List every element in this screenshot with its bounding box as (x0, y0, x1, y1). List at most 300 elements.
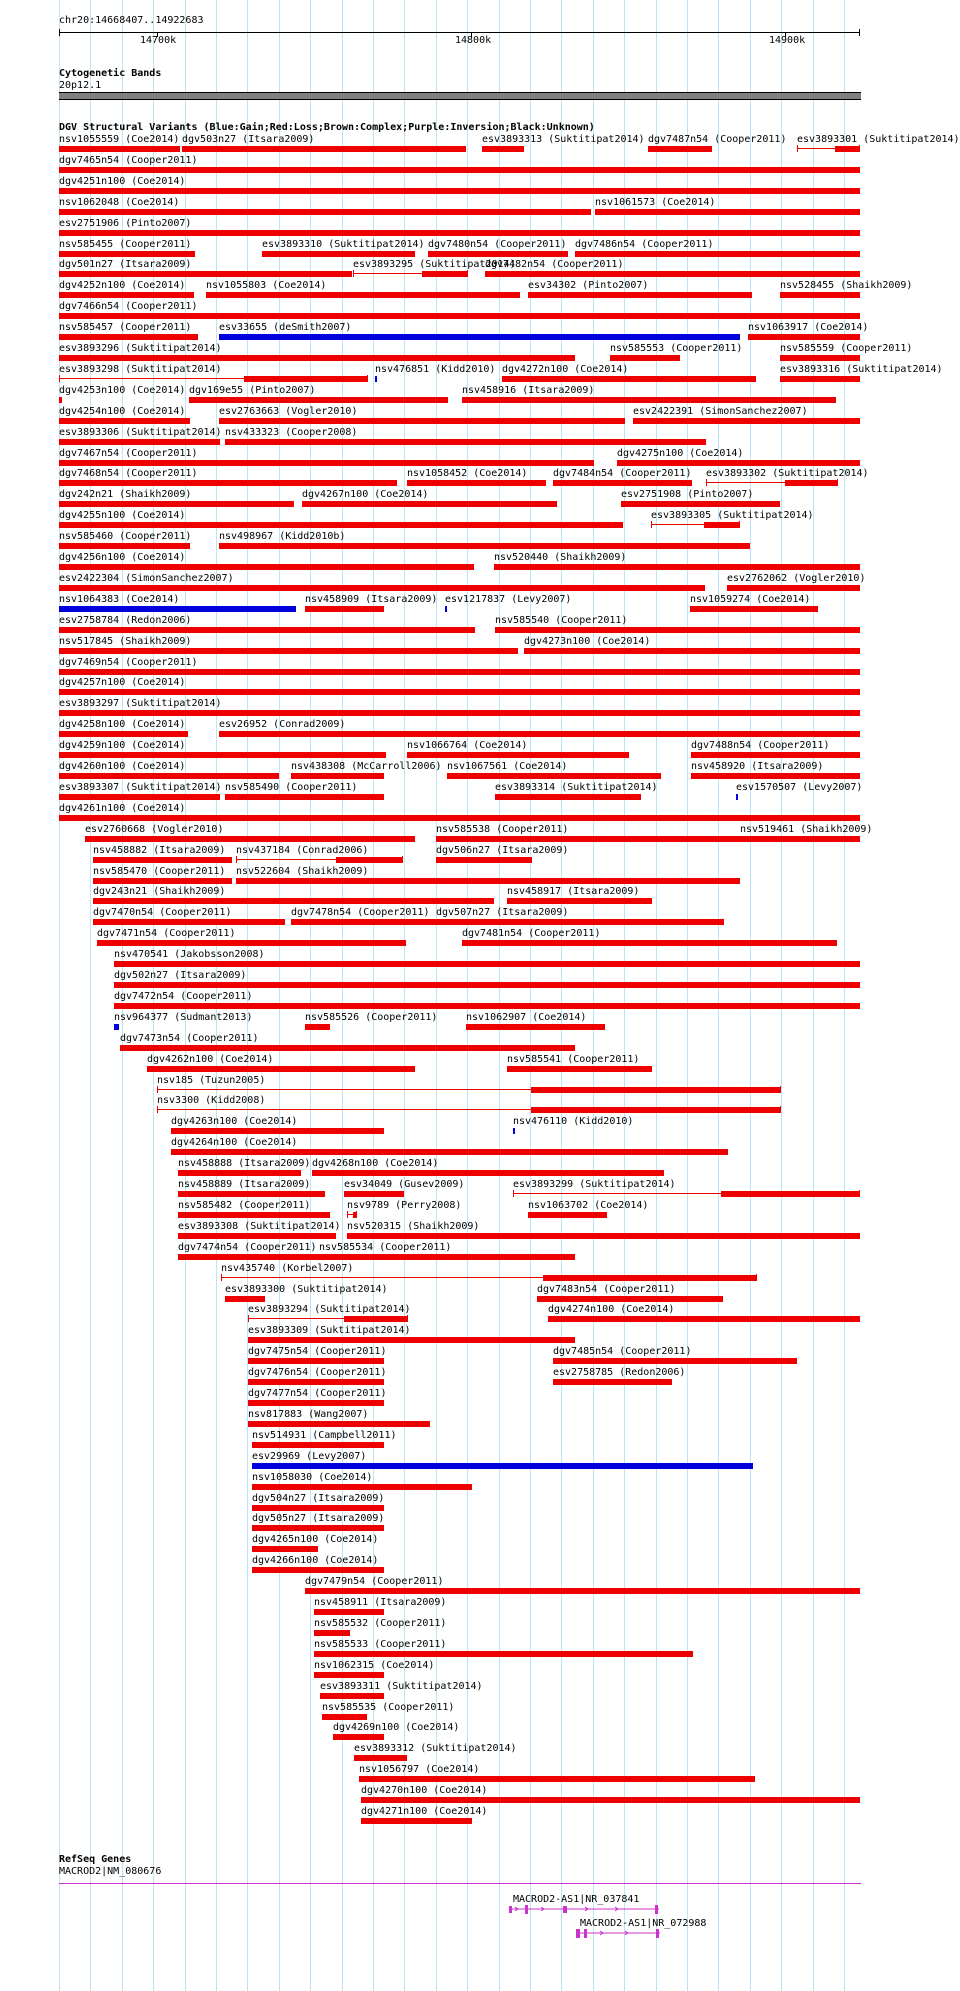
variant-bar[interactable] (59, 313, 860, 319)
variant-label[interactable]: dgv7479n54 (Cooper2011) (305, 1576, 444, 1587)
variant-label[interactable]: dgv7469n54 (Cooper2011) (59, 657, 198, 668)
variant-label[interactable]: nsv514931 (Campbell2011) (252, 1430, 397, 1441)
variant-label[interactable]: esv2758784 (Redon2006) (59, 615, 192, 626)
variant-bar[interactable] (248, 1337, 575, 1343)
variant-bar[interactable] (305, 1588, 860, 1594)
variant-bar[interactable] (59, 355, 575, 361)
variant-bar[interactable] (206, 292, 520, 298)
variant-label[interactable]: dgv7473n54 (Cooper2011) (120, 1033, 259, 1044)
variant-bar[interactable] (248, 1358, 384, 1364)
variant-bar[interactable] (354, 1755, 407, 1761)
variant-bar[interactable] (359, 1776, 755, 1782)
variant-label[interactable]: dgv7476n54 (Cooper2011) (248, 1367, 387, 1378)
variant-label[interactable]: nsv585553 (Cooper2011) (610, 343, 743, 354)
variant-bar[interactable] (59, 627, 475, 633)
variant-bar[interactable] (252, 1484, 472, 1490)
variant-bar[interactable] (262, 251, 415, 257)
variant-bar[interactable] (248, 1379, 384, 1385)
variant-bar[interactable] (59, 794, 220, 800)
variant-label[interactable]: dgv4258n100 (Coe2014) (59, 719, 186, 730)
variant-label[interactable]: nsv1055803 (Coe2014) (206, 280, 327, 291)
variant-bar[interactable] (236, 878, 740, 884)
variant-label[interactable]: nsv585457 (Cooper2011) (59, 322, 192, 333)
variant-bar[interactable] (114, 961, 860, 967)
variant-bar[interactable] (462, 940, 837, 946)
variant-label[interactable]: dgv7466n54 (Cooper2011) (59, 301, 198, 312)
gene-label-macrod2[interactable]: MACROD2|NM_080676 (59, 1866, 162, 1877)
variant-label[interactable]: nsv817883 (Wang2007) (248, 1409, 369, 1420)
variant-bar[interactable] (59, 710, 860, 716)
variant-bar[interactable] (314, 1609, 384, 1615)
variant-bar[interactable] (428, 251, 568, 257)
variant-label[interactable]: nsv458911 (Itsara2009) (314, 1597, 447, 1608)
variant-label[interactable]: nsv3300 (Kidd2008) (157, 1095, 266, 1106)
variant-bar[interactable] (59, 752, 386, 758)
variant-bar[interactable] (114, 1024, 119, 1030)
variant-label[interactable]: esv1217837 (Levy2007) (445, 594, 572, 605)
variant-bar[interactable] (291, 773, 384, 779)
variant-label[interactable]: dgv506n27 (Itsara2009) (436, 845, 569, 856)
variant-bar[interactable] (252, 1505, 384, 1511)
variant-label[interactable]: nsv458917 (Itsara2009) (507, 886, 640, 897)
variant-label[interactable]: dgv4263n100 (Coe2014) (171, 1116, 298, 1127)
variant-bar[interactable] (244, 376, 368, 382)
variant-label[interactable]: nsv585533 (Cooper2011) (314, 1639, 447, 1650)
variant-bar[interactable] (575, 251, 860, 257)
variant-label[interactable]: nsv498967 (Kidd2010b) (219, 531, 346, 542)
variant-label[interactable]: dgv4261n100 (Coe2014) (59, 803, 186, 814)
variant-label[interactable]: nsv517845 (Shaikh2009) (59, 636, 192, 647)
variant-label[interactable]: nsv585541 (Cooper2011) (507, 1054, 640, 1065)
variant-label[interactable]: nsv585455 (Cooper2011) (59, 239, 192, 250)
variant-bar[interactable] (785, 480, 838, 486)
variant-bar[interactable] (59, 585, 705, 591)
variant-label[interactable]: esv3893308 (Suktitipat2014) (178, 1221, 341, 1232)
variant-bar[interactable] (219, 731, 860, 737)
variant-label[interactable]: dgv4262n100 (Coe2014) (147, 1054, 274, 1065)
variant-label[interactable]: dgv7480n54 (Cooper2011) (428, 239, 567, 250)
variant-label[interactable]: nsv1059274 (Coe2014) (690, 594, 811, 605)
variant-label[interactable]: nsv585482 (Cooper2011) (178, 1200, 311, 1211)
variant-bar[interactable] (59, 606, 296, 612)
variant-bar[interactable] (553, 1358, 797, 1364)
variant-label[interactable]: dgv7482n54 (Cooper2011) (485, 259, 624, 270)
variant-bar[interactable] (114, 982, 860, 988)
variant-bar[interactable] (347, 1233, 860, 1239)
variant-bar[interactable] (93, 898, 494, 904)
variant-bar[interactable] (495, 794, 641, 800)
variant-label[interactable]: esv3893316 (Suktitipat2014) (780, 364, 943, 375)
variant-bar[interactable] (59, 501, 294, 507)
variant-bar[interactable] (182, 146, 466, 152)
variant-label[interactable]: dgv7470n54 (Cooper2011) (93, 907, 232, 918)
variant-bar[interactable] (59, 209, 591, 215)
variant-bar[interactable] (305, 1024, 330, 1030)
variant-bar[interactable] (252, 1567, 384, 1573)
gene-label-nr037841[interactable]: MACROD2-AS1|NR_037841 (513, 1894, 640, 1905)
variant-label[interactable]: nsv519461 (Shaikh2009) (740, 824, 873, 835)
variant-label[interactable]: dgv7483n54 (Cooper2011) (537, 1284, 676, 1295)
variant-label[interactable]: esv2758785 (Redon2006) (553, 1367, 686, 1378)
variant-label[interactable]: dgv7467n54 (Cooper2011) (59, 448, 198, 459)
variant-bar[interactable] (482, 146, 524, 152)
variant-label[interactable]: esv3893311 (Suktitipat2014) (320, 1681, 483, 1692)
variant-bar[interactable] (553, 1379, 672, 1385)
variant-bar[interactable] (361, 1818, 472, 1824)
variant-bar[interactable] (59, 731, 188, 737)
variant-label[interactable]: dgv7484n54 (Cooper2011) (553, 468, 692, 479)
variant-bar[interactable] (59, 418, 190, 424)
variant-bar[interactable] (691, 773, 860, 779)
variant-label[interactable]: esv3893305 (Suktitipat2014) (651, 510, 814, 521)
gene-macrod2[interactable] (59, 1883, 861, 1884)
variant-label[interactable]: nsv1061573 (Coe2014) (595, 197, 716, 208)
variant-label[interactable]: esv3893300 (Suktitipat2014) (225, 1284, 388, 1295)
variant-label[interactable]: nsv585534 (Cooper2011) (319, 1242, 452, 1253)
variant-label[interactable]: esv3893302 (Suktitipat2014) (706, 468, 869, 479)
variant-bar[interactable] (93, 919, 285, 925)
variant-bar[interactable] (59, 543, 190, 549)
variant-label[interactable]: esv3893295 (Suktitipat2014) (353, 259, 516, 270)
variant-label[interactable]: dgv4271n100 (Coe2014) (361, 1806, 488, 1817)
variant-bar[interactable] (780, 292, 860, 298)
variant-bar[interactable] (528, 1212, 607, 1218)
variant-label[interactable]: nsv1062907 (Coe2014) (466, 1012, 587, 1023)
variant-label[interactable]: dgv7487n54 (Cooper2011) (648, 134, 787, 145)
variant-label[interactable]: nsv1064383 (Coe2014) (59, 594, 180, 605)
variant-bar[interactable] (85, 836, 415, 842)
variant-label[interactable]: dgv4252n100 (Coe2014) (59, 280, 186, 291)
variant-label[interactable]: esv3893298 (Suktitipat2014) (59, 364, 222, 375)
variant-label[interactable]: nsv458920 (Itsara2009) (691, 761, 824, 772)
variant-bar[interactable] (312, 1170, 664, 1176)
variant-bar[interactable] (178, 1170, 301, 1176)
variant-bar[interactable] (59, 648, 518, 654)
variant-bar[interactable] (59, 271, 352, 277)
variant-bar[interactable] (252, 1525, 384, 1531)
variant-bar[interactable] (524, 648, 860, 654)
variant-label[interactable]: dgv7472n54 (Cooper2011) (114, 991, 253, 1002)
variant-bar[interactable] (436, 919, 724, 925)
variant-bar[interactable] (59, 292, 194, 298)
variant-bar[interactable] (727, 585, 860, 591)
variant-label[interactable]: dgv4274n100 (Coe2014) (548, 1304, 675, 1315)
variant-bar[interactable] (189, 397, 448, 403)
variant-bar[interactable] (291, 919, 437, 925)
variant-label[interactable]: dgv4255n100 (Coe2014) (59, 510, 186, 521)
variant-label[interactable]: dgv504n27 (Itsara2009) (252, 1493, 385, 1504)
variant-label[interactable]: nsv185 (Tuzun2005) (157, 1075, 266, 1086)
variant-label[interactable]: nsv1062048 (Coe2014) (59, 197, 180, 208)
variant-bar[interactable] (780, 355, 860, 361)
variant-label[interactable]: nsv458916 (Itsara2009) (462, 385, 595, 396)
variant-label[interactable]: dgv7468n54 (Cooper2011) (59, 468, 198, 479)
variant-bar[interactable] (462, 397, 836, 403)
variant-label[interactable]: esv3893310 (Suktitipat2014) (262, 239, 425, 250)
variant-bar[interactable] (219, 543, 750, 549)
gene-nr072988[interactable] (570, 1926, 670, 1940)
variant-label[interactable]: dgv4254n100 (Coe2014) (59, 406, 186, 417)
variant-bar[interactable] (690, 606, 818, 612)
variant-bar[interactable] (531, 1087, 781, 1093)
variant-bar[interactable] (610, 355, 680, 361)
variant-label[interactable]: nsv1058452 (Coe2014) (407, 468, 528, 479)
variant-bar[interactable] (59, 251, 195, 257)
variant-bar[interactable] (252, 1442, 384, 1448)
variant-bar[interactable] (407, 480, 546, 486)
variant-bar[interactable] (93, 878, 232, 884)
variant-label[interactable]: nsv433323 (Cooper2008) (225, 427, 358, 438)
variant-bar[interactable] (219, 418, 625, 424)
variant-label[interactable]: esv3893313 (Suktitipat2014) (482, 134, 645, 145)
variant-label[interactable]: dgv4260n100 (Coe2014) (59, 761, 186, 772)
variant-bar[interactable] (445, 606, 447, 612)
variant-bar[interactable] (59, 230, 860, 236)
variant-label[interactable]: esv3893307 (Suktitipat2014) (59, 782, 222, 793)
variant-bar[interactable] (322, 1714, 367, 1720)
variant-bar[interactable] (691, 752, 860, 758)
variant-label[interactable]: nsv585470 (Cooper2011) (93, 866, 226, 877)
variant-bar[interactable] (466, 1024, 605, 1030)
variant-bar[interactable] (319, 1254, 360, 1260)
variant-bar[interactable] (553, 480, 692, 486)
variant-bar[interactable] (485, 271, 860, 277)
variant-label[interactable]: dgv4268n100 (Coe2014) (312, 1158, 439, 1169)
variant-label[interactable]: nsv585526 (Cooper2011) (305, 1012, 438, 1023)
variant-label[interactable]: nsv528455 (Shaikh2009) (780, 280, 913, 291)
variant-bar[interactable] (59, 815, 860, 821)
variant-label[interactable]: nsv1058030 (Coe2014) (252, 1472, 373, 1483)
variant-label[interactable]: dgv4275n100 (Coe2014) (617, 448, 744, 459)
variant-bar[interactable] (178, 1212, 330, 1218)
variant-bar[interactable] (225, 439, 706, 445)
variant-label[interactable]: esv29969 (Levy2007) (252, 1451, 367, 1462)
variant-bar[interactable] (780, 376, 860, 382)
variant-label[interactable]: esv1570507 (Levy2007) (736, 782, 863, 793)
variant-bar[interactable] (59, 480, 397, 486)
variant-label[interactable]: dgv502n27 (Itsara2009) (114, 970, 247, 981)
variant-label[interactable]: dgv7478n54 (Cooper2011) (291, 907, 430, 918)
gene-label-nr072988[interactable]: MACROD2-AS1|NR_072988 (580, 1918, 707, 1929)
variant-bar[interactable] (361, 1797, 860, 1803)
variant-bar[interactable] (740, 836, 860, 842)
variant-bar[interactable] (59, 188, 860, 194)
variant-bar[interactable] (543, 1275, 757, 1281)
variant-label[interactable]: esv2751906 (Pinto2007) (59, 218, 192, 229)
variant-label[interactable]: dgv505n27 (Itsara2009) (252, 1513, 385, 1524)
variant-label[interactable]: nsv1055559 (Coe2014) (59, 134, 180, 145)
variant-label[interactable]: nsv1063917 (Coe2014) (748, 322, 869, 333)
variant-label[interactable]: esv33655 (deSmith2007) (219, 322, 352, 333)
variant-label[interactable]: nsv1067561 (Coe2014) (447, 761, 568, 772)
variant-bar[interactable] (248, 1421, 430, 1427)
variant-label[interactable]: esv3893314 (Suktitipat2014) (495, 782, 658, 793)
variant-label[interactable]: dgv7486n54 (Cooper2011) (575, 239, 714, 250)
variant-bar[interactable] (436, 857, 532, 863)
variant-bar[interactable] (507, 898, 652, 904)
variant-label[interactable]: nsv476851 (Kidd2010) (375, 364, 496, 375)
variant-bar[interactable] (59, 669, 860, 675)
variant-bar[interactable] (178, 1233, 336, 1239)
variant-label[interactable]: nsv458888 (Itsara2009) (178, 1158, 311, 1169)
variant-label[interactable]: nsv520440 (Shaikh2009) (494, 552, 627, 563)
variant-label[interactable]: nsv585532 (Cooper2011) (314, 1618, 447, 1629)
cytoband-ideogram[interactable] (59, 92, 861, 100)
variant-bar[interactable] (178, 1254, 575, 1260)
variant-bar[interactable] (59, 773, 279, 779)
variant-bar[interactable] (97, 940, 406, 946)
variant-label[interactable]: nsv585460 (Cooper2011) (59, 531, 192, 542)
variant-bar[interactable] (147, 1066, 415, 1072)
variant-bar[interactable] (548, 1316, 860, 1322)
variant-label[interactable]: dgv242n21 (Shaikh2009) (59, 489, 192, 500)
variant-bar[interactable] (648, 146, 712, 152)
variant-label[interactable]: nsv520315 (Shaikh2009) (347, 1221, 480, 1232)
variant-label[interactable]: nsv437184 (Conrad2006) (236, 845, 369, 856)
variant-label[interactable]: nsv9789 (Perry2008) (347, 1200, 462, 1211)
variant-bar[interactable] (633, 418, 860, 424)
variant-label[interactable]: dgv4266n100 (Coe2014) (252, 1555, 379, 1566)
variant-bar[interactable] (225, 794, 384, 800)
variant-bar[interactable] (375, 376, 377, 382)
variant-bar[interactable] (494, 564, 860, 570)
variant-label[interactable]: nsv1062315 (Coe2014) (314, 1660, 435, 1671)
variant-bar[interactable] (748, 334, 860, 340)
variant-bar[interactable] (513, 1128, 515, 1134)
variant-label[interactable]: dgv7471n54 (Cooper2011) (97, 928, 236, 939)
variant-bar[interactable] (59, 146, 180, 152)
variant-label[interactable]: dgv4270n100 (Coe2014) (361, 1785, 488, 1796)
variant-label[interactable]: esv3893294 (Suktitipat2014) (248, 1304, 411, 1315)
variant-bar[interactable] (353, 1212, 357, 1218)
variant-bar[interactable] (507, 1066, 652, 1072)
variant-label[interactable]: dgv4273n100 (Coe2014) (524, 636, 651, 647)
variant-bar[interactable] (59, 439, 220, 445)
variant-label[interactable]: dgv7465n54 (Cooper2011) (59, 155, 198, 166)
variant-label[interactable]: nsv458909 (Itsara2009) (305, 594, 438, 605)
variant-label[interactable]: nsv458882 (Itsara2009) (93, 845, 226, 856)
variant-bar[interactable] (252, 1463, 753, 1469)
variant-bar[interactable] (314, 1651, 693, 1657)
variant-label[interactable]: esv2751908 (Pinto2007) (621, 489, 754, 500)
variant-bar[interactable] (537, 1296, 723, 1302)
variant-label[interactable]: nsv438308 (McCarroll2006) (291, 761, 442, 772)
variant-label[interactable]: esv2763663 (Vogler2010) (219, 406, 358, 417)
variant-label[interactable]: nsv1066764 (Coe2014) (407, 740, 528, 751)
variant-label[interactable]: dgv7488n54 (Cooper2011) (691, 740, 830, 751)
variant-label[interactable]: esv2422391 (SimonSanchez2007) (633, 406, 808, 417)
variant-bar[interactable] (531, 1107, 781, 1113)
variant-bar[interactable] (502, 376, 756, 382)
variant-label[interactable]: esv2422304 (SimonSanchez2007) (59, 573, 234, 584)
variant-label[interactable]: nsv458889 (Itsara2009) (178, 1179, 311, 1190)
variant-bar[interactable] (59, 522, 623, 528)
variant-label[interactable]: nsv476110 (Kidd2010) (513, 1116, 634, 1127)
variant-label[interactable]: nsv585538 (Cooper2011) (436, 824, 569, 835)
variant-label[interactable]: nsv470541 (Jakobsson2008) (114, 949, 265, 960)
variant-label[interactable]: esv3893299 (Suktitipat2014) (513, 1179, 676, 1190)
variant-label[interactable]: dgv4264n100 (Coe2014) (171, 1137, 298, 1148)
variant-bar[interactable] (314, 1630, 350, 1636)
variant-bar[interactable] (736, 794, 738, 800)
variant-label[interactable]: esv3893296 (Suktitipat2014) (59, 343, 222, 354)
variant-bar[interactable] (178, 1191, 325, 1197)
variant-bar[interactable] (59, 689, 860, 695)
variant-bar[interactable] (320, 1693, 384, 1699)
variant-label[interactable]: esv2760668 (Vogler2010) (85, 824, 224, 835)
variant-label[interactable]: esv3893301 (Suktitipat2014) (797, 134, 960, 145)
variant-bar[interactable] (495, 627, 860, 633)
variant-bar[interactable] (336, 857, 403, 863)
variant-bar[interactable] (59, 397, 62, 403)
variant-label[interactable]: dgv169e55 (Pinto2007) (189, 385, 316, 396)
variant-label[interactable]: nsv585559 (Cooper2011) (780, 343, 913, 354)
variant-label[interactable]: dgv243n21 (Shaikh2009) (93, 886, 226, 897)
variant-bar[interactable] (59, 334, 198, 340)
variant-bar[interactable] (721, 1191, 860, 1197)
variant-bar[interactable] (59, 167, 860, 173)
variant-label[interactable]: esv34302 (Pinto2007) (528, 280, 649, 291)
variant-label[interactable]: esv3893306 (Suktitipat2014) (59, 427, 222, 438)
variant-bar[interactable] (59, 460, 594, 466)
variant-label[interactable]: dgv7481n54 (Cooper2011) (462, 928, 601, 939)
variant-label[interactable]: nsv435740 (Korbel2007) (221, 1263, 354, 1274)
variant-bar[interactable] (59, 564, 474, 570)
variant-bar[interactable] (704, 522, 740, 528)
variant-bar[interactable] (621, 501, 780, 507)
variant-label[interactable]: dgv4253n100 (Coe2014) (59, 385, 186, 396)
variant-label[interactable]: nsv585490 (Cooper2011) (225, 782, 358, 793)
variant-label[interactable]: dgv7475n54 (Cooper2011) (248, 1346, 387, 1357)
variant-label[interactable]: dgv4269n100 (Coe2014) (333, 1722, 460, 1733)
variant-bar[interactable] (835, 146, 860, 152)
variant-label[interactable]: esv3893312 (Suktitipat2014) (354, 1743, 517, 1754)
variant-bar[interactable] (302, 501, 557, 507)
variant-label[interactable]: dgv4265n100 (Coe2014) (252, 1534, 379, 1545)
variant-label[interactable]: dgv4272n100 (Coe2014) (502, 364, 629, 375)
variant-label[interactable]: dgv4257n100 (Coe2014) (59, 677, 186, 688)
variant-bar[interactable] (595, 209, 860, 215)
variant-bar[interactable] (344, 1191, 404, 1197)
variant-bar[interactable] (93, 857, 232, 863)
variant-bar[interactable] (447, 773, 661, 779)
variant-bar[interactable] (305, 606, 384, 612)
variant-label[interactable]: esv34049 (Gusev2009) (344, 1179, 465, 1190)
variant-bar[interactable] (528, 292, 752, 298)
variant-label[interactable]: dgv503n27 (Itsara2009) (182, 134, 315, 145)
variant-label[interactable]: nsv585535 (Cooper2011) (322, 1702, 455, 1713)
variant-bar[interactable] (120, 1045, 575, 1051)
variant-label[interactable]: dgv4251n100 (Coe2014) (59, 176, 186, 187)
gene-nr037841[interactable] (505, 1902, 665, 1916)
variant-label[interactable]: nsv522604 (Shaikh2009) (236, 866, 369, 877)
variant-bar[interactable] (422, 271, 468, 277)
variant-label[interactable]: dgv7485n54 (Cooper2011) (553, 1346, 692, 1357)
variant-label[interactable]: dgv507n27 (Itsara2009) (436, 907, 569, 918)
variant-bar[interactable] (219, 334, 740, 340)
variant-bar[interactable] (114, 1003, 860, 1009)
variant-bar[interactable] (252, 1546, 318, 1552)
variant-bar[interactable] (248, 1400, 384, 1406)
variant-bar[interactable] (314, 1672, 384, 1678)
variant-label[interactable]: dgv501n27 (Itsara2009) (59, 259, 192, 270)
variant-label[interactable]: esv26952 (Conrad2009) (219, 719, 346, 730)
variant-label[interactable]: nsv585540 (Cooper2011) (495, 615, 628, 626)
variant-bar[interactable] (344, 1316, 408, 1322)
variant-bar[interactable] (171, 1128, 384, 1134)
variant-bar[interactable] (407, 752, 629, 758)
variant-bar[interactable] (225, 1296, 265, 1302)
